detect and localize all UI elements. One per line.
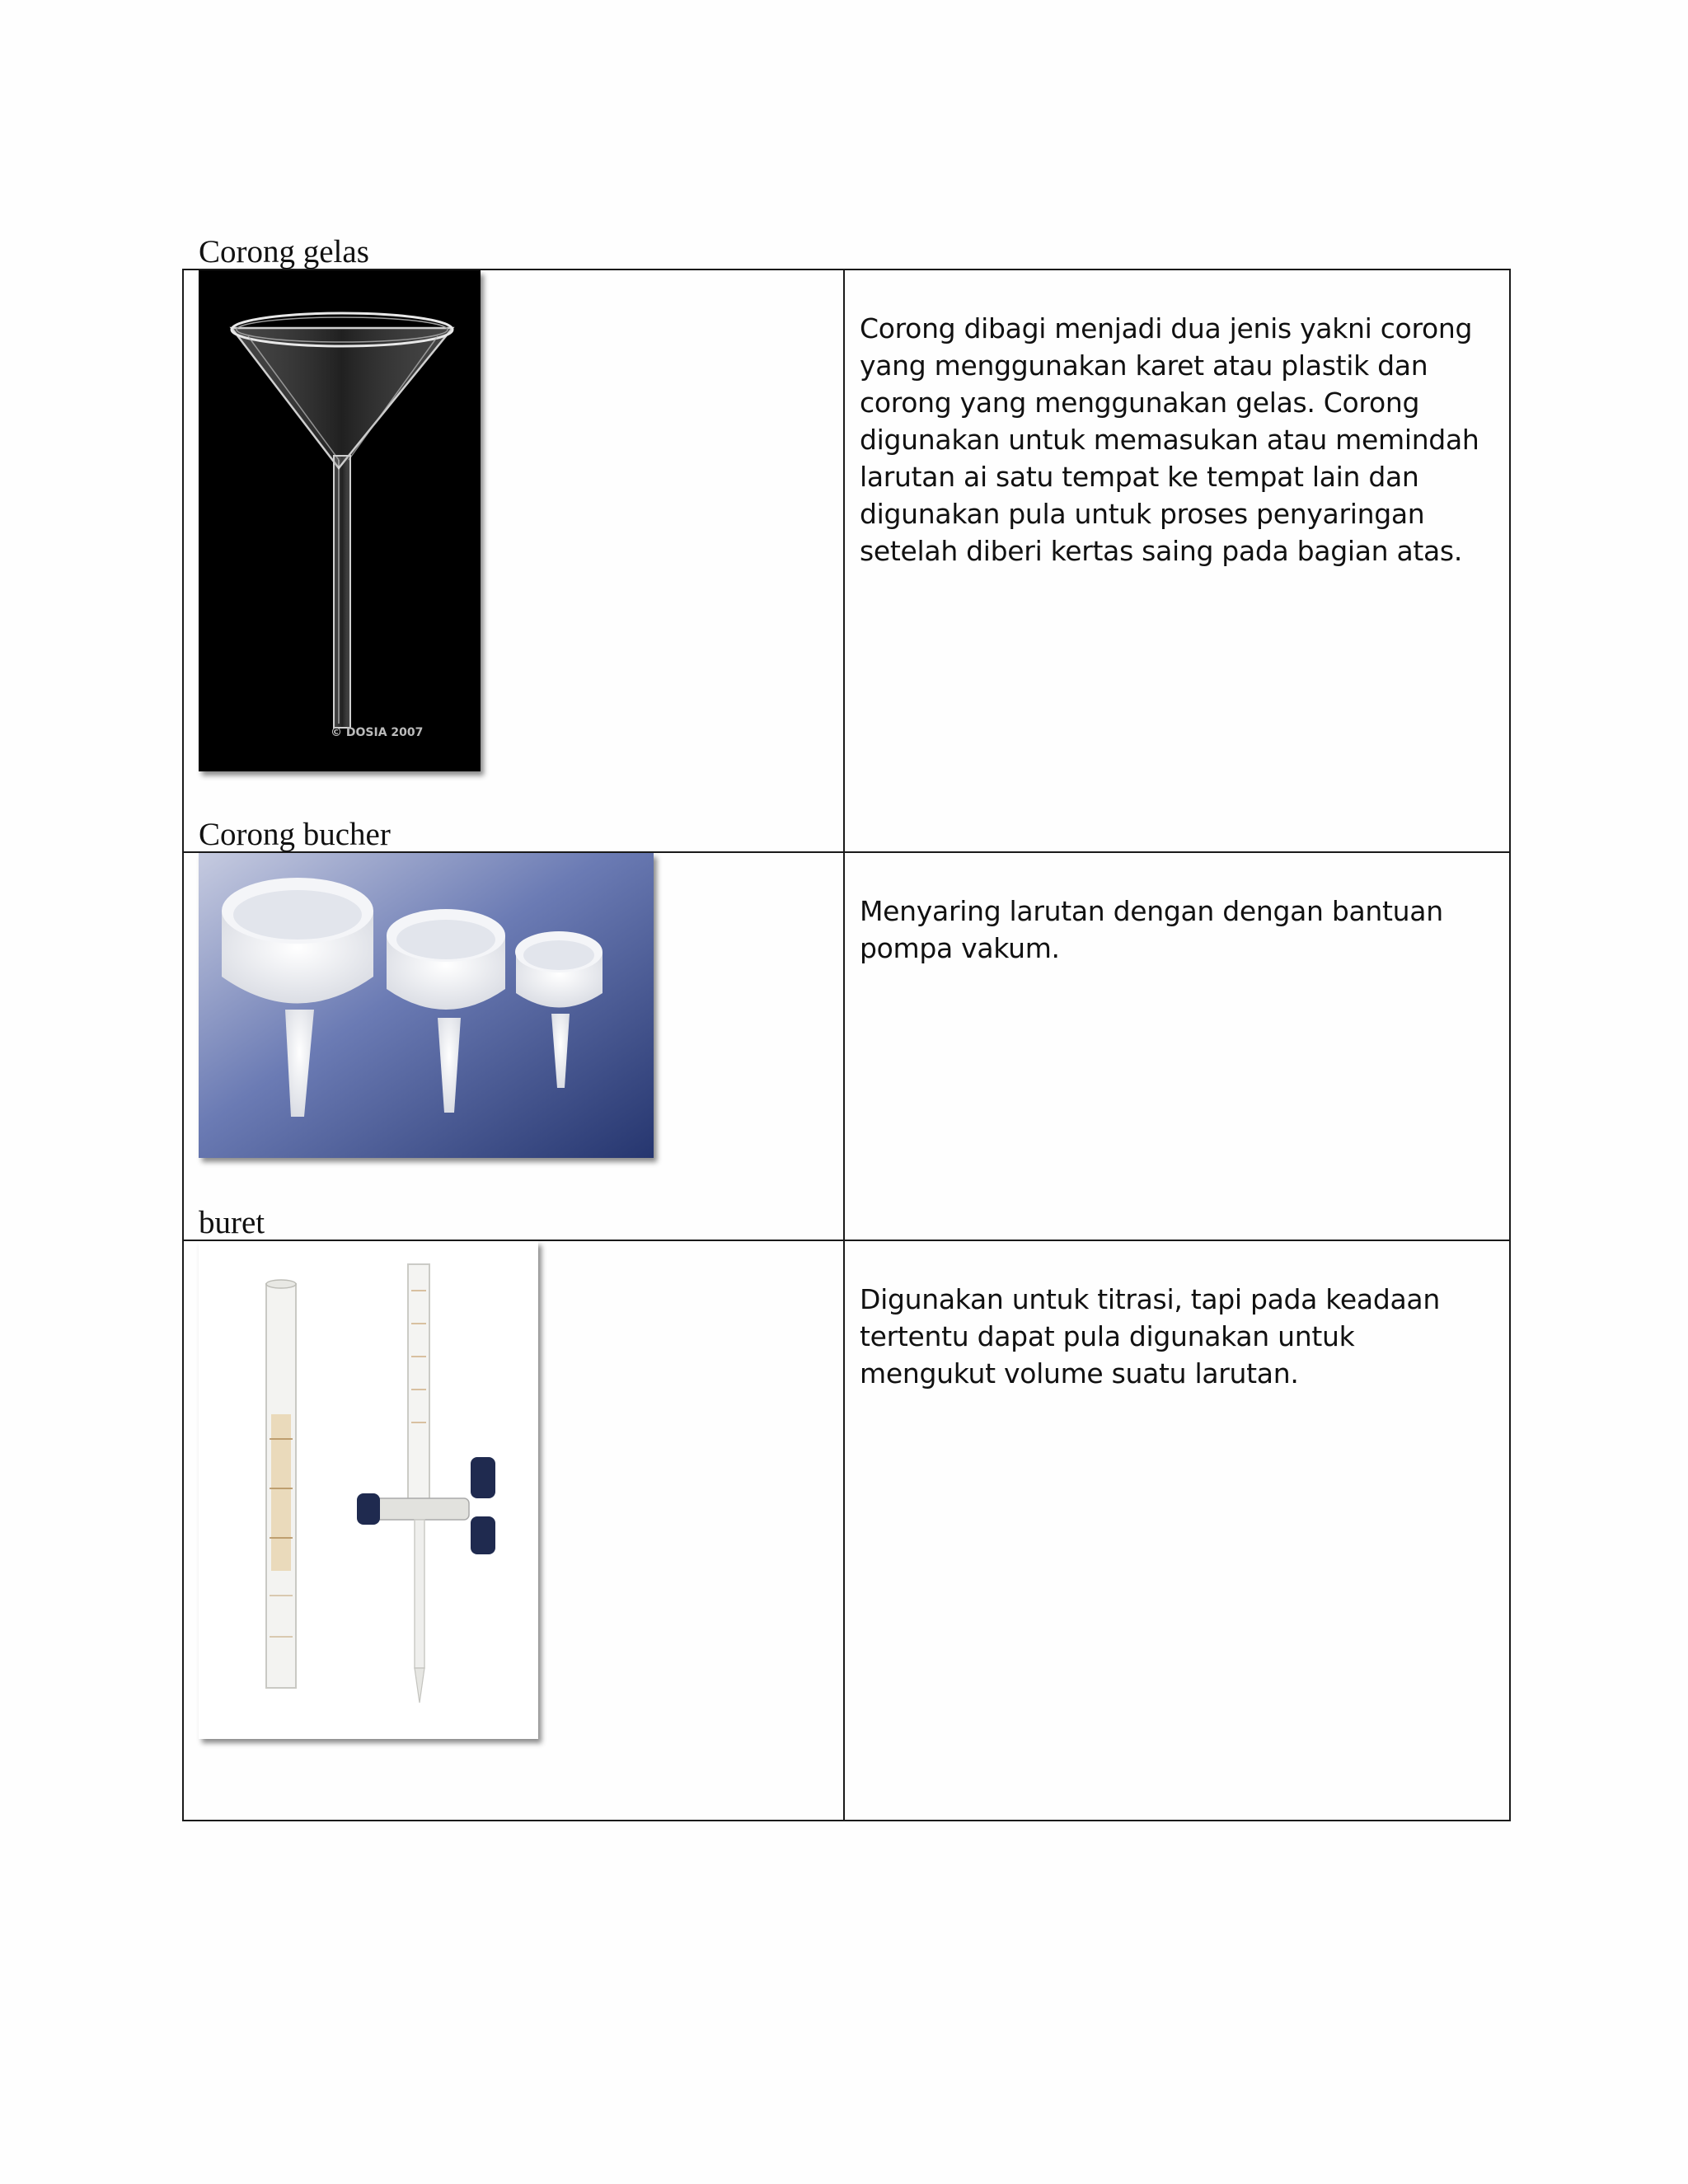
table-row	[183, 852, 1510, 1240]
row-caption: Corong bucher	[199, 817, 391, 853]
buret-photo	[199, 1241, 538, 1739]
description-cell	[844, 269, 1510, 852]
funnel-watermark: © DOSIA 2007	[331, 726, 424, 739]
description-cell	[844, 1240, 1510, 1821]
buchner-funnel-photo	[199, 853, 654, 1158]
image-cell	[183, 234, 844, 852]
row-description: Corong dibagi menjadi dua jenis yakni corong yang menggunakan karet atau plastik dan corong yang menggunakan gelas. Corong digunakan untuk memasukan atau memindah larutan ai satu tempat ke tempat lain dan digunakan pula untuk proses penyaringan setelah diberi kertas saing pada bagian atas.	[860, 312, 1479, 567]
image-cell	[183, 1205, 844, 1821]
row-description: Digunakan untuk titrasi, tapi pada keadaan tertentu dapat pula digunakan untuk mengukut volume suatu larutan.	[860, 1283, 1440, 1390]
table-row	[183, 269, 1510, 852]
description-cell	[844, 852, 1510, 1240]
row-caption: Corong gelas	[199, 234, 369, 270]
row-description: Menyaring larutan dengan dengan bantuan pompa vakum.	[860, 895, 1443, 964]
glass-funnel-photo	[199, 270, 481, 771]
image-cell	[183, 817, 844, 1240]
equipment-table	[182, 234, 1511, 1821]
table-row	[183, 1240, 1510, 1821]
row-caption: buret	[199, 1205, 265, 1241]
